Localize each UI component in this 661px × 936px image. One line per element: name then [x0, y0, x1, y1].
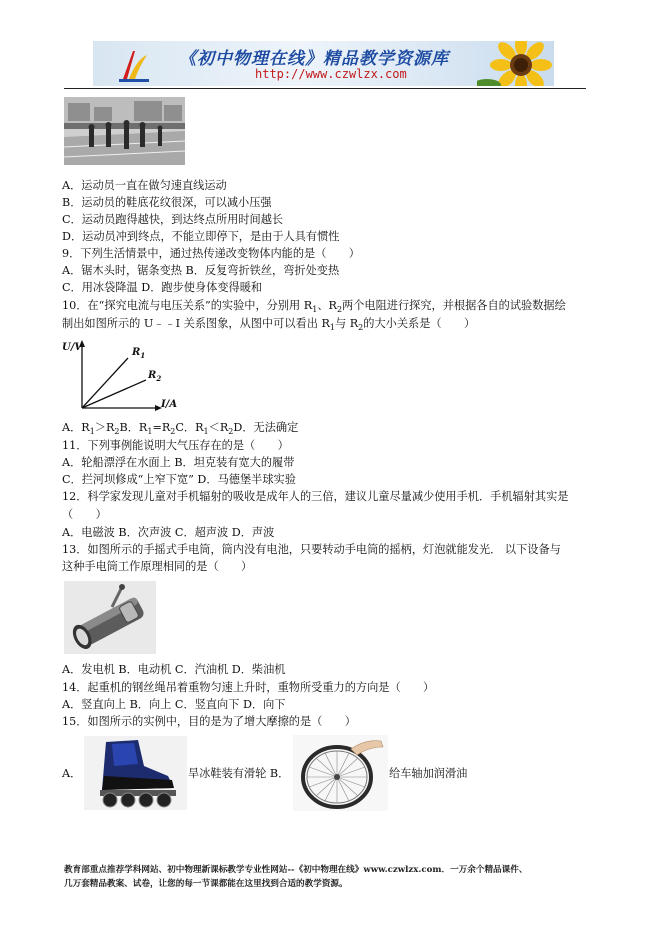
- footer-line2: 几万套精品教案、试卷，让您的每一节课都能在这里找到合适的教学资源。: [64, 879, 348, 889]
- runners-track-photo: [64, 97, 185, 165]
- q8-option-b: B．运动员的鞋底花纹很深，可以减小压强: [62, 196, 272, 209]
- site-banner: [93, 41, 554, 86]
- site-logo-icon: [115, 45, 151, 83]
- ui-graph: [62, 338, 184, 412]
- q12-stem-line2: （ ）: [62, 508, 107, 521]
- q13-stem-line2: 这种手电筒工作原理相同的是（ ）: [62, 560, 253, 573]
- q10-stem-line2: 制出如图所示的 U﹣﹣I 关系图象，从图中可以看出 $R_1$与 $R_2$的大小关系是（ ）: [62, 317, 476, 333]
- graph-x-label: I/A: [161, 399, 178, 410]
- q15-option-a-letter: A．: [62, 767, 82, 780]
- hand-crank-flashlight-photo: [64, 581, 156, 654]
- site-url[interactable]: http://www.czwlzx.com: [255, 67, 407, 81]
- q9-option-ab: A．锯木头时，锯条变热 B．反复弯折铁丝，弯折处变热: [62, 264, 340, 277]
- footer-line1: 教育部重点推荐学科网站、初中物理新课标教学专业性网站--《初中物理在线》www.czwlzx.com．一万余个精品课件、: [64, 865, 528, 875]
- bicycle-wheel-photo: [293, 735, 388, 811]
- graph-r1-label: $R_1$: [132, 347, 146, 360]
- inline-skate-photo: [84, 736, 187, 810]
- q12-stem-line1: 12．科学家发现儿童对手机辐射的吸收是成年人的三倍，建议儿童尽量减少使用手机．手机辐射其实是: [62, 490, 569, 503]
- graph-r2-label: $R_2$: [148, 370, 162, 383]
- q15-option-b-text: 给车轴加润滑油: [389, 767, 468, 780]
- q13-stem-line1: 13．如图所示的手摇式手电筒，筒内没有电池，只要转动手电筒的摇柄，灯泡就能发光． 以下设备与: [62, 543, 561, 556]
- q13-options: A．发电机 B．电动机 C．汽油机 D．柴油机: [62, 663, 286, 676]
- q15-stem: 15．如图所示的实例中，目的是为了增大摩擦的是（ ）: [62, 715, 356, 728]
- q9-option-cd: C．用冰袋降温 D．跑步使身体变得暖和: [62, 281, 263, 294]
- q9-stem: 9．下列生活情景中，通过热传递改变物体内能的是（ ）: [62, 247, 360, 260]
- header-rule: [64, 88, 586, 89]
- q12-options: A．电磁波 B．次声波 C．超声波 D．声波: [62, 526, 275, 539]
- q10-options: A．$R_1>R_2B$．$R_1=R_2C$．$R_1<R_2D$．无法确定: [62, 421, 299, 437]
- q8-option-c: C．运动员跑得越快，到达终点所用时间越长: [62, 213, 284, 226]
- q11-option-ab: A．轮船漂浮在水面上 B．坦克装有宽大的履带: [62, 456, 295, 469]
- q8-option-a: A．运动员一直在做匀速直线运动: [62, 179, 227, 192]
- q11-stem: 11．下列事例能说明大气压存在的是（ ）: [62, 439, 289, 452]
- sunflower-icon: [477, 41, 554, 86]
- q10-stem-line1: 10．在“探究电流与电压关系”的实验中，分别用 $R_1$、$R_2$两个电阻进行探究，并根据各自的试验数据绘: [62, 299, 566, 315]
- q14-stem: 14．起重机的钢丝绳吊着重物匀速上升时，重物所受重力的方向是（ ）: [62, 681, 435, 694]
- q15-option-a-text: 旱冰鞋装有滑轮 B．: [188, 767, 290, 780]
- graph-y-label: U/V: [62, 342, 83, 353]
- q8-option-d: D．运动员冲到终点，不能立即停下，是由于人具有惯性: [62, 230, 340, 243]
- site-title: 《初中物理在线》精品教学资源库: [179, 49, 449, 69]
- q11-option-cd: C．拦河坝修成“上窄下宽” D．马德堡半球实验: [62, 473, 296, 486]
- q14-options: A．竖直向上 B．向上 C．竖直向下 D．向下: [62, 698, 286, 711]
